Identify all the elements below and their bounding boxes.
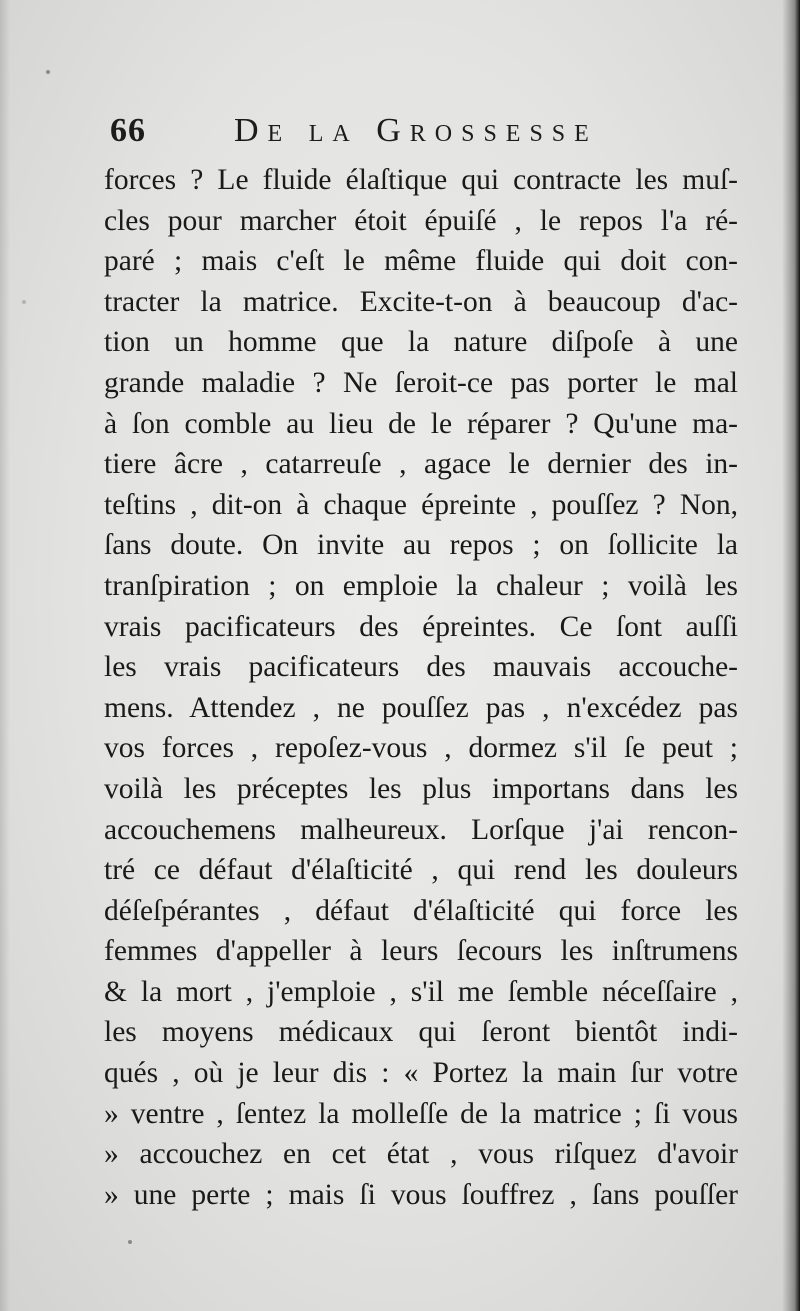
- page-header: [110, 112, 750, 156]
- text-line: ſans doute. On invite au repos ; on ſollicite la: [104, 529, 738, 562]
- text-line: à ſon comble au lieu de le réparer ? Qu'une ma-: [104, 407, 738, 440]
- text-line: les vrais pacificateurs des mauvais accouche-: [104, 651, 738, 684]
- page-left-shadow: [0, 0, 10, 1311]
- text-line: & la mort , j'emploie , s'il me ſemble néceſſaire ,: [104, 975, 738, 1008]
- text-line: vrais pacificateurs des épreintes. Ce ſont auſſi: [104, 610, 738, 643]
- page-right-shadow: [782, 0, 800, 1311]
- running-title: De la Grossesse: [234, 112, 598, 149]
- text-line: femmes d'appeller à leurs ſecours les inſtrumens: [104, 935, 738, 968]
- text-line: » ventre , ſentez la molleſſe de la matrice ; ſi vous: [104, 1097, 738, 1130]
- text-line: tion un homme que la nature diſpoſe à une: [104, 326, 738, 359]
- text-line: cles pour marcher étoit épuiſé , le repos l'a ré-: [104, 204, 738, 237]
- body-text: [104, 160, 738, 1215]
- text-line: vos forces , repoſez-vous , dormez s'il ſe peut ;: [104, 732, 738, 765]
- paper-speck: [22, 300, 26, 304]
- text-line: les moyens médicaux qui ſeront bientôt indi-: [104, 1016, 738, 1049]
- text-line: mens. Attendez , ne pouſſez pas , n'excédez pas: [104, 691, 738, 724]
- text-line: voilà les préceptes les plus importans dans les: [104, 772, 738, 805]
- paper-speck: [128, 1240, 132, 1244]
- text-line: grande maladie ? Ne ſeroit-ce pas porter le mal: [104, 366, 738, 399]
- text-line: » accouchez en cet état , vous riſquez d'avoir: [104, 1138, 738, 1171]
- text-line: tiere âcre , catarreuſe , agace le dernier des in-: [104, 448, 738, 481]
- text-line: accouchemens malheureux. Lorſque j'ai rencon-: [104, 813, 738, 846]
- text-line: tranſpiration ; on emploie la chaleur ; voilà les: [104, 569, 738, 602]
- text-line: tracter la matrice. Excite-t-on à beaucoup d'ac-: [104, 285, 738, 318]
- paper-speck: [46, 70, 50, 74]
- text-line: tré ce défaut d'élaſticité , qui rend les douleurs: [104, 854, 738, 887]
- text-line: qués , où je leur dis : « Portez la main ſur votre: [104, 1057, 738, 1090]
- text-line: déſeſpérantes , défaut d'élaſticité qui force les: [104, 894, 738, 927]
- text-line: » une perte ; mais ſi vous ſouffrez , ſans pouſſer: [104, 1178, 738, 1211]
- page-number: 66: [110, 112, 146, 149]
- text-line: teſtins , dit-on à chaque épreinte , pouſſez ? Non,: [104, 488, 738, 521]
- text-line: paré ; mais c'eſt le même fluide qui doit con-: [104, 245, 738, 278]
- text-line: forces ? Le fluide élaſtique qui contracte les muſ-: [104, 164, 738, 196]
